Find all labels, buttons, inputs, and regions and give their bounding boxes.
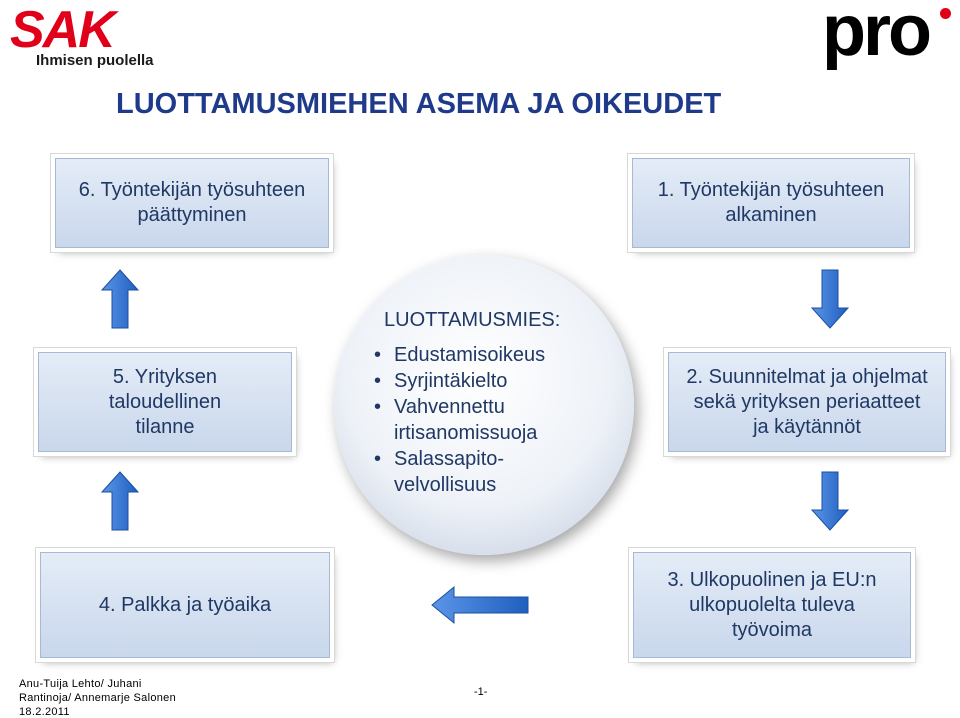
footer-authors: Anu-Tuija Lehto/ Juhani Rantinoja/ Annemarje Salonen 18.2.2011 xyxy=(19,678,177,718)
page-number: -1- xyxy=(474,686,488,698)
arrow-up-icon xyxy=(100,470,140,532)
box-external-workforce: 3. Ulkopuolinen ja EU:n ulkopuolelta tuleva työvoima xyxy=(633,552,911,658)
page-title: LUOTTAMUSMIEHEN ASEMA JA OIKEUDET xyxy=(116,88,722,120)
pro-logo xyxy=(822,0,952,70)
sak-logo xyxy=(10,1,170,72)
box-employment-ending: 6. Työntekijän työsuhteen päättyminen xyxy=(55,158,329,248)
arrow-up-icon xyxy=(100,268,140,330)
sak-wordmark: SAK xyxy=(10,1,114,59)
box-company-finances: 5. Yrityksen taloudellinen tilanne xyxy=(38,352,292,452)
pro-wordmark: pro xyxy=(822,0,929,71)
box-plans-programs: 2. Suunnitelmat ja ohjelmat sekä yrityksen periaatteet ja käytännöt xyxy=(668,352,946,452)
list-item: • Edustamisoikeus xyxy=(370,342,545,368)
box-employment-start: 1. Työntekijän työsuhteen alkaminen xyxy=(632,158,910,248)
arrow-left-icon xyxy=(430,585,530,625)
arrow-down-icon xyxy=(810,470,850,532)
list-item: • Syrjintäkielto xyxy=(370,368,545,394)
box-pay-working-time: 4. Palkka ja työaika xyxy=(40,552,330,658)
center-title: LUOTTAMUSMIES: xyxy=(384,309,561,331)
center-list xyxy=(370,342,545,498)
arrow-down-icon xyxy=(810,268,850,330)
sak-tagline: Ihmisen puolella xyxy=(36,52,154,69)
pro-logo-dot xyxy=(940,8,951,19)
list-item: • Vahvennettu irtisanomissuoja xyxy=(370,394,545,446)
list-item: • Salassapito- velvollisuus xyxy=(370,446,545,498)
